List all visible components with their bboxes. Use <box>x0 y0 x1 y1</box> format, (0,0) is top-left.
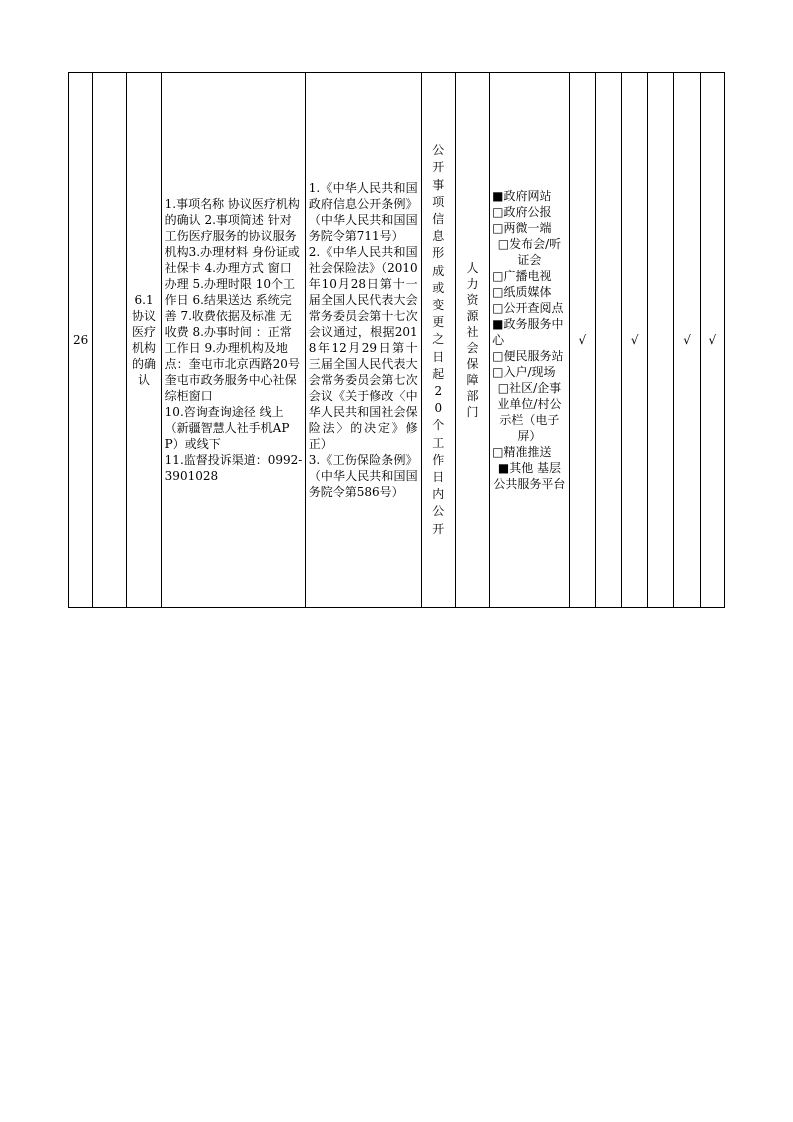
disclosure-channels-cell <box>490 73 570 608</box>
mode-on-request-cell <box>648 73 674 608</box>
basis-item-1: 1.《中华人民共和国政府信息公开条例》（中华人民共和国国务院令第711号） <box>308 181 418 243</box>
disclosure-content-cell <box>161 73 305 608</box>
row-number: 26 <box>69 73 93 608</box>
disclosure-subject: 人力资源社会保障部门 <box>466 261 479 419</box>
channel-item: □精准推送 <box>492 445 552 459</box>
channel-item: □公开查阅点 ■政务服务中心 <box>492 301 564 347</box>
category-level1-cell <box>93 73 127 608</box>
object-all-public-cell: √ <box>569 73 595 608</box>
channel-item: □广播电视 <box>492 269 552 283</box>
channel-item: □发布会/听证会 <box>497 237 562 267</box>
channel-item: □政府公报 <box>492 205 552 219</box>
channel-item: □便民服务站 □入户/现场 <box>492 349 564 379</box>
disclosure-subject-cell <box>455 73 489 608</box>
item-name: 6.1协议医疗机构的确认 <box>132 293 157 387</box>
item-name-cell <box>127 73 161 608</box>
level-county-cell: √ <box>674 73 700 608</box>
level-township-cell: √ <box>700 73 724 608</box>
basis-item-2: 2.《中华人民共和国社会保险法》（2010年10月28日第十一届全国人民代表大会常务委员会第十七次会议通过，根据2018年12月29日第十三届全国人民代表大会常务委员会第七次会议《关于修改〈中华人民共和国社会保险法〉的决定》修正） <box>308 245 418 451</box>
channel-item: □社区/企事业单位/村公示栏（电子屏） <box>497 381 562 443</box>
disclosure-basis-cell <box>305 73 421 608</box>
basis-item-3: 3.《工伤保险条例》（中华人民共和国国务院令第586号） <box>308 453 418 499</box>
disclosure-timing-cell <box>421 73 455 608</box>
disclosure-table <box>68 72 725 608</box>
table-row <box>69 73 725 608</box>
channel-item: □纸质媒体 <box>492 285 552 299</box>
mode-active-cell: √ <box>622 73 648 608</box>
object-specific-cell <box>595 73 621 608</box>
content-main: 1.事项名称 协议医疗机构的确认 2.事项简述 针对工伤医疗服务的协议服务机构3.办理材料 身份证或社保卡 4.办理方式 窗口办理 5.办理时限 10个工作日 6.结果送达 系统完善 7.收费依据及标准 无收费 8.办事时间 ：正常工作日 9.办理机构及地点：奎屯市北京西路20号奎屯市政务服务中心社保综柜窗口 <box>164 197 300 403</box>
content-complaint: 11.监督投诉渠道：0992-3901028 <box>164 453 303 483</box>
channel-item: □两微一端 <box>492 221 552 235</box>
channel-item: ■政府网站 <box>492 189 552 203</box>
channel-item: ■其他 基层公共服务平台 <box>493 461 566 491</box>
content-consult: 10.咨询查询途径 线上（新疆智慧人社手机APP）或线下 <box>164 405 290 451</box>
disclosure-timing: 公开事项信息形成或变更之日起20个工作日内公开 <box>432 143 445 536</box>
